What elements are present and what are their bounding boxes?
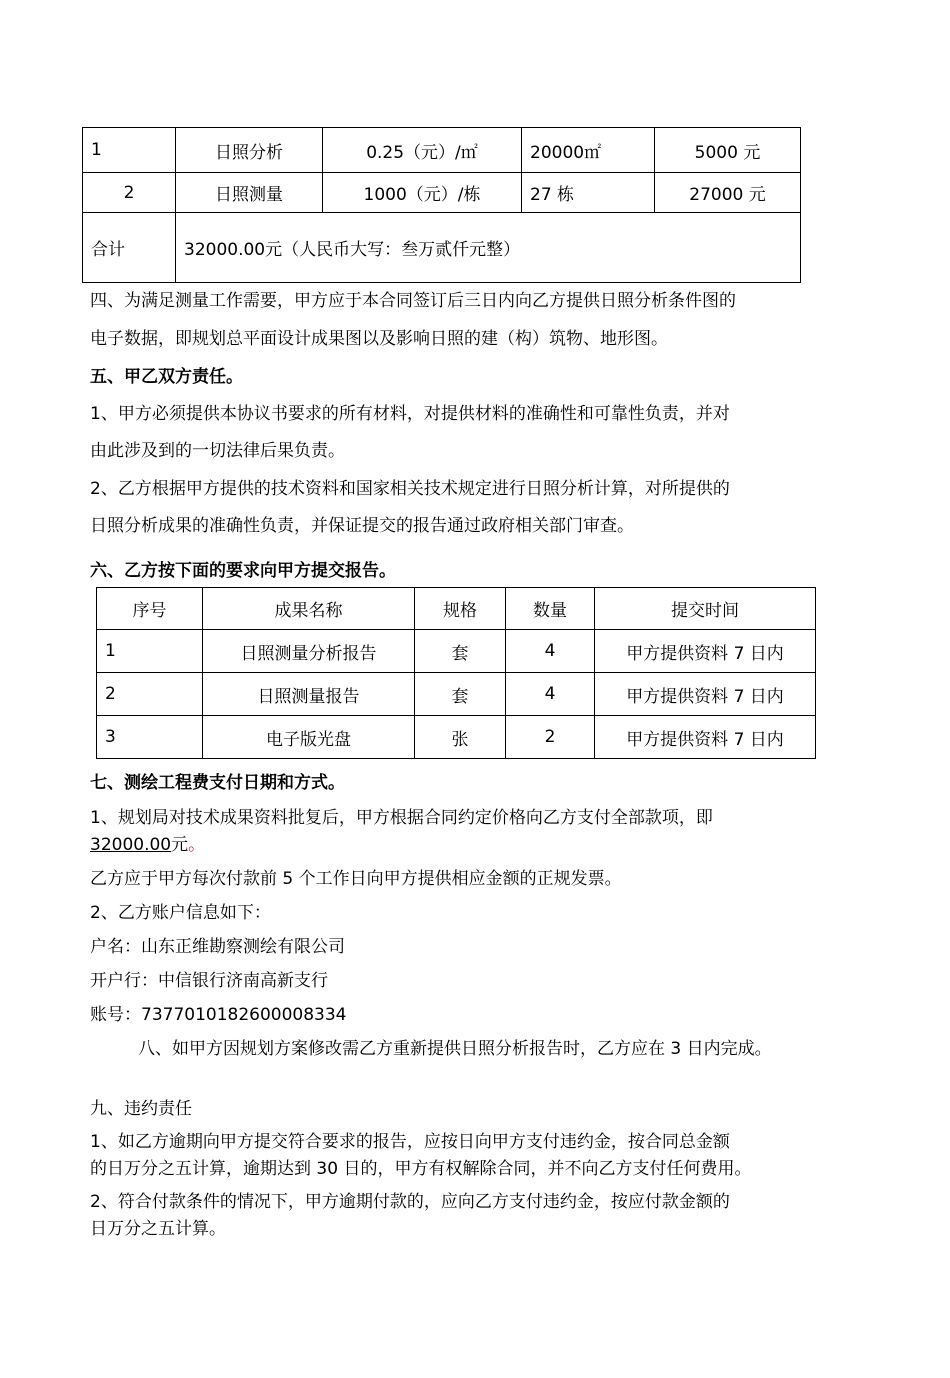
- total-label: 合计: [83, 213, 176, 283]
- spec: 套: [415, 630, 506, 673]
- spec: 张: [415, 716, 506, 759]
- column-header: 规格: [415, 588, 506, 630]
- section4-line1: 四、为满足测量工作需要，甲方应于本合同签订后三日内向乙方提供日照分析条件图的: [90, 291, 736, 311]
- row-number: 1: [83, 128, 176, 173]
- section7-heading: 七、测绘工程费支付日期和方式。: [90, 773, 345, 793]
- section9-p2-line1: 2、符合付款条件的情况下，甲方逾期付款的，应向乙方支付违约金，按应付款金额的: [90, 1192, 730, 1212]
- table-row: [83, 173, 801, 213]
- table-row: [83, 128, 801, 173]
- table-header-row: [97, 588, 816, 630]
- payment-amount: 32000.00: [90, 835, 172, 855]
- submit-time: 甲方提供资料 7 日内: [595, 673, 816, 716]
- section9-heading: 九、违约责任: [90, 1099, 192, 1119]
- column-header: 提交时间: [595, 588, 816, 630]
- deliverable-name: 电子版光盘: [203, 716, 415, 759]
- section5-p2-line1: 2、乙方根据甲方提供的技术资料和国家相关技术规定进行日照分析计算，对所提供的: [90, 479, 730, 499]
- unit-price: 0.25（元）/㎡: [323, 128, 522, 173]
- amount: 5000 元: [655, 128, 801, 173]
- column-header: 成果名称: [203, 588, 415, 630]
- row-number: 1: [97, 630, 203, 673]
- section5-p2-line2: 日照分析成果的准确性负责，并保证提交的报告通过政府相关部门审查。: [90, 516, 634, 536]
- quantity: 27 栋: [522, 173, 655, 213]
- payment-unit: 元: [171, 835, 189, 855]
- account-info-intro: 2、乙方账户信息如下：: [90, 903, 271, 923]
- section6-heading: 六、乙方按下面的要求向甲方提交报告。: [90, 561, 396, 581]
- section8-text: 八、如甲方因规划方案修改需乙方重新提供日照分析报告时，乙方应在 3 日内完成。: [138, 1039, 772, 1059]
- section5-heading: 五、甲乙双方责任。: [90, 367, 243, 387]
- row-number: 3: [97, 716, 203, 759]
- submit-time: 甲方提供资料 7 日内: [595, 630, 816, 673]
- account-number: 账号：7377010182600008334: [90, 1005, 347, 1025]
- table-row-total: [83, 213, 801, 283]
- table-row: [97, 673, 816, 716]
- quantity: 2: [506, 716, 595, 759]
- spec: 套: [415, 673, 506, 716]
- section4-line2: 电子数据，即规划总平面设计成果图以及影响日照的建（构）筑物、地形图。: [90, 329, 668, 349]
- section9-p1-line2: 的日万分之五计算，逾期达到 30 日的，甲方有权解除合同，并不向乙方支付任何费用。: [90, 1159, 752, 1179]
- bank-name: 开户行：中信银行济南高新支行: [90, 971, 328, 991]
- account-name: 户名：山东正维勘察测绘有限公司: [90, 937, 345, 957]
- section9-p1-line1: 1、如乙方逾期向甲方提交符合要求的报告，应按日向甲方支付违约金，按合同总金额: [90, 1132, 730, 1152]
- total-value: 32000.00元（人民币大写：叁万贰仟元整）: [176, 213, 801, 283]
- section5-p1-line1: 1、甲方必须提供本协议书要求的所有材料，对提供材料的准确性和可靠性负责，并对: [90, 404, 730, 424]
- quantity: 20000㎡: [522, 128, 655, 173]
- section9-p2-line2: 日万分之五计算。: [90, 1219, 226, 1239]
- item-name: 日照测量: [176, 173, 323, 213]
- amount: 27000 元: [655, 173, 801, 213]
- column-header: 序号: [97, 588, 203, 630]
- row-number: 2: [97, 673, 203, 716]
- item-name: 日照分析: [176, 128, 323, 173]
- row-number: 2: [83, 173, 176, 213]
- deliverables-table: [96, 587, 816, 759]
- section5-p1-line2: 由此涉及到的一切法律后果负责。: [90, 441, 345, 461]
- table-row: [97, 630, 816, 673]
- fee-table: [82, 127, 801, 283]
- section7-p1-line1: 1、规划局对技术成果资料批复后，甲方根据合同约定价格向乙方支付全部款项，即: [90, 808, 713, 828]
- payment-period: 。: [188, 835, 206, 855]
- submit-time: 甲方提供资料 7 日内: [595, 716, 816, 759]
- deliverable-name: 日照测量分析报告: [203, 630, 415, 673]
- section7-p1-line2: [90, 830, 205, 855]
- table-row: [97, 716, 816, 759]
- unit-price: 1000（元）/栋: [323, 173, 522, 213]
- column-header: 数量: [506, 588, 595, 630]
- quantity: 4: [506, 673, 595, 716]
- quantity: 4: [506, 630, 595, 673]
- deliverable-name: 日照测量报告: [203, 673, 415, 716]
- invoice-note: 乙方应于甲方每次付款前 5 个工作日向甲方提供相应金额的正规发票。: [90, 869, 622, 889]
